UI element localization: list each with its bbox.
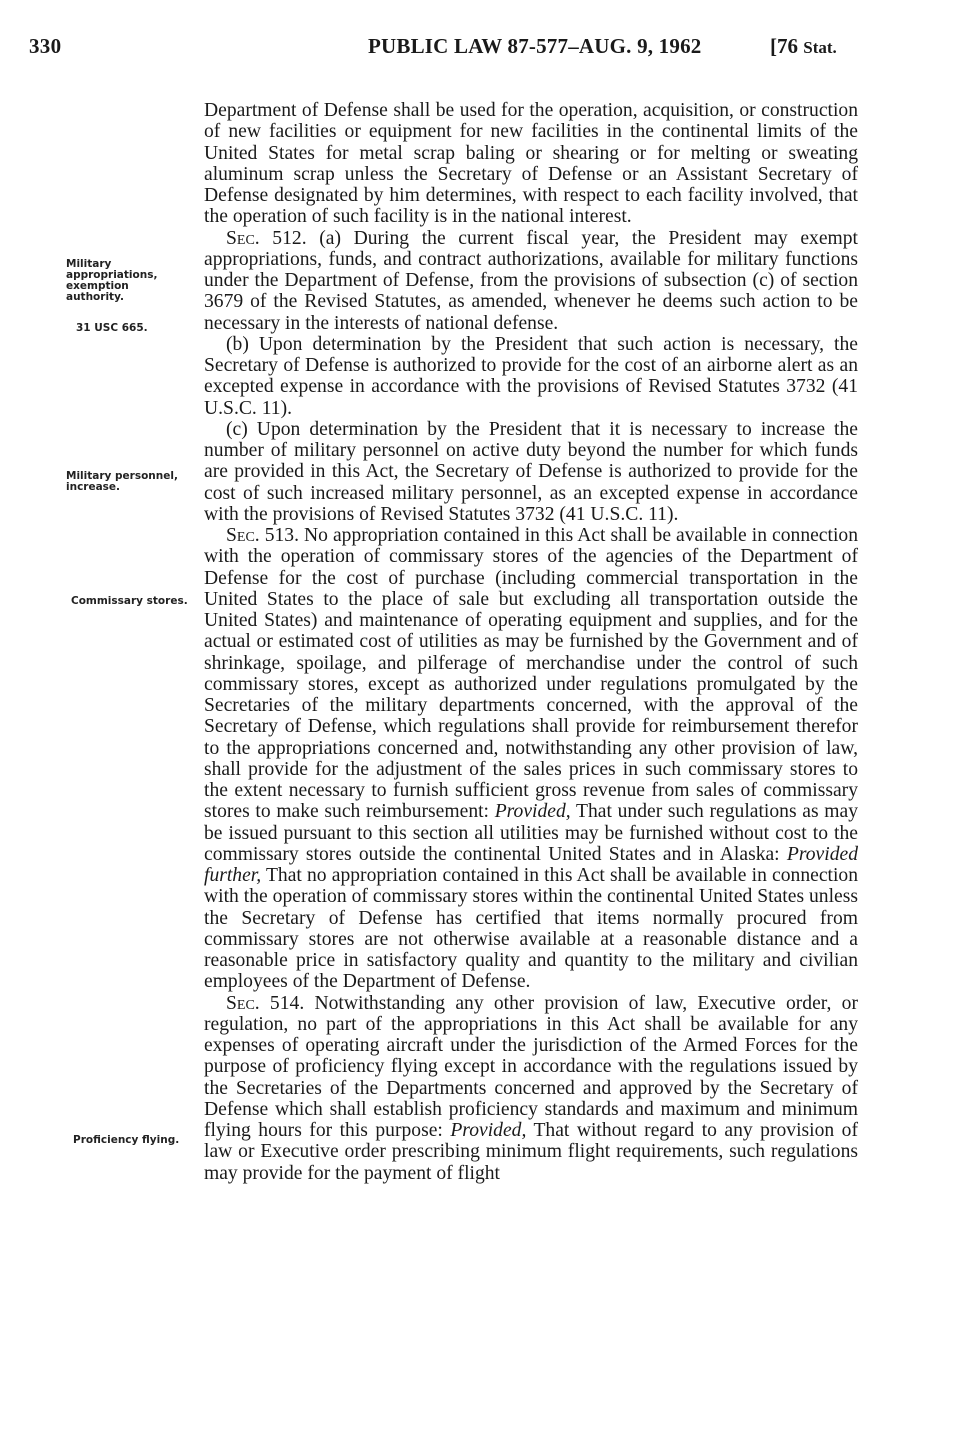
proviso-1: Provided,	[494, 801, 571, 823]
margin-note-proficiency-flying: Proficiency flying.	[73, 1134, 180, 1146]
section-label: Sec.	[226, 992, 260, 1014]
margin-note-usc-reference: 31 USC 665.	[76, 322, 148, 334]
section-512-a-text: 512. (a) During the current fiscal year, the President may exempt appropriations, funds, and contract authorizations, available for military functions under the Department of Defense, from the provisions of subsection (c) of section 3679 of the Revised Statutes, as amended, whenever he deems such action to be necessary in the interests of national defense.	[204, 227, 858, 334]
section-513-text-a: 513. No appropriation contained in this Act shall be available in connection with the operation of commissary stores of the agencies of the Department of Defense for the cost of purchase (including commercial transportation in the United States to the place of sale but excluding all transportation outside the United States) and maintenance of operating equipment and supplies, and for the actual or estimated cost of utilities as may be furnished by the Government and of shrinkage, spoilage, and pilferage of merchandise under the control of such commissary stores, except as authorized under regulations promulgated by the Secretaries of the military departments concerned, with the approval of the Secretary of Defense, which regulations shall provide for reimbursement therefor to the appropriations concerned and, notwithstanding any other provision of law, shall provide for the adjustment of the sales prices in such commissary stores to the extent necessary to furnish sufficient gross revenue from sales of commissary stores to make such reimbursement:	[204, 525, 858, 823]
margin-note-commissary-stores: Commissary stores.	[71, 595, 188, 607]
section-514-text-b: That without regard to any provision of law or Executive order prescribing minimum flight requirements, such regulations may provide for the payment of flight	[204, 1120, 858, 1184]
statute-reference-prefix: [76	[770, 34, 804, 58]
margin-note-military-appropriations: Military appropriations, exemption authority.	[66, 258, 158, 303]
statute-reference-abbrev: Stat.	[803, 38, 837, 57]
margin-note-military-personnel: Military personnel, increase.	[66, 470, 178, 493]
statute-reference	[770, 34, 837, 59]
section-514-text-a: 514. Notwithstanding any other provision of law, Executive order, or regulation, no part of the appropriations in this Act shall be available for any expenses of operating aircraft under the jurisdiction of the Armed Forces for the purpose of proficiency flying except in accordance with the regulations issued by the Secretaries of the Departments concerned and approved by the Secretary of Defense which shall establish proficiency standards and maximum and minimum flying hours for this purpose:	[204, 992, 858, 1141]
page-header	[0, 34, 961, 68]
section-label: Sec.	[226, 525, 260, 546]
running-title: PUBLIC LAW 87-577–AUG. 9, 1962	[368, 34, 702, 58]
section-512-a	[204, 228, 858, 334]
paragraph-continuation: Department of Defense shall be used for the operation, acquisition, or construction of new facilities or equipment for new facilities in the continental limits of the United States for metal scrap baling or shearing or for melting or sweating aluminum scrap unless the Secretary of Defense or an Assistant Secretary of Defense designated by him determines, with respect to each facility involved, that the operation of such facility is in the national interest.	[204, 100, 858, 228]
section-512-b: (b) Upon determination by the President that such action is necessary, the Secretary of Defense is authorized to provide for the cost of an airborne alert as an excepted expense in accordance with the provisions of Revised Statutes 3732 (41 U.S.C. 11).	[204, 333, 858, 419]
section-513	[204, 525, 858, 993]
section-513-text-c: That no appropriation contained in this Act shall be available in connection with the operation of commissary stores within the continental United States unless the Secretary of Defense has certified that items normally procured from commissary stores are not otherwise available at a reasonable distance and a reasonable price in satisfactory quality and quantity to the military and civilian employees of the Department of Defense.	[204, 865, 858, 993]
proviso-2: Provided further,	[204, 843, 858, 886]
section-514	[204, 993, 858, 1184]
section-512-c: (c) Upon determination by the President that it is necessary to increase the number of military personnel on active duty beyond the number for which funds are provided in this Act, the Secretary of Defense is authorized to provide for the cost of such increased military personnel, as an excepted expense in accordance with the provisions of Revised Statutes 3732 (41 U.S.C. 11).	[204, 418, 858, 525]
page-number: 330	[29, 34, 62, 58]
proviso-3: Provided,	[450, 1120, 527, 1141]
body-text	[204, 100, 858, 1184]
section-513-text-b: That under such regulations as may be issued pursuant to this section all utilities may be furnished without cost to the commissary stores outside the continental United States and in Alaska:	[204, 801, 858, 865]
section-label: Sec.	[226, 227, 260, 249]
